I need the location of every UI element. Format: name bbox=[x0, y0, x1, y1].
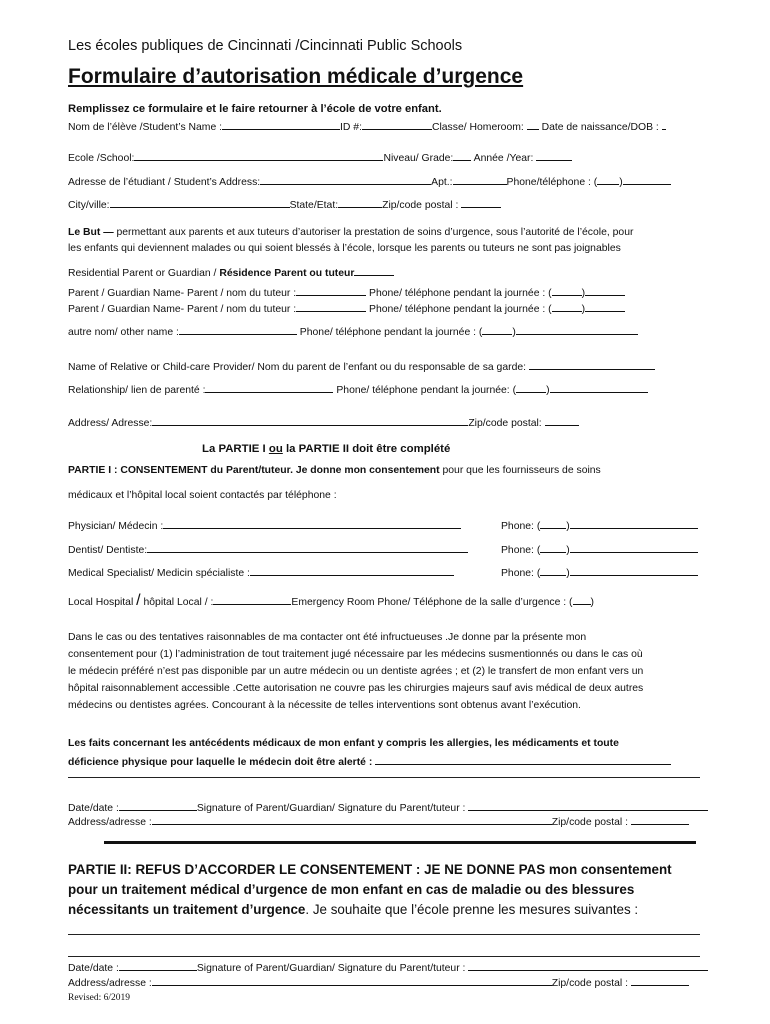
purpose-line-1 bbox=[68, 226, 633, 239]
zip-label: Zip/code postal : bbox=[551, 978, 628, 989]
consent-line-3: le médecin préféré n’est pas disponible par un autre médecin ou un dentiste agrées ; et (2) le transfert de mon enfant vers un bbox=[68, 666, 644, 677]
history-field[interactable] bbox=[375, 754, 671, 765]
classe-label: Classe/ Homeroom: bbox=[431, 122, 524, 133]
other-phone-label: Phone/ téléphone pendant la journée : bbox=[299, 327, 477, 338]
part2-line-3-bold: nécessitants un traitement d’urgence bbox=[68, 902, 306, 917]
apt-label: Apt.: bbox=[431, 177, 453, 188]
sig2-row bbox=[68, 960, 708, 975]
sig1-address-field[interactable] bbox=[152, 814, 552, 825]
school-field[interactable] bbox=[134, 150, 383, 161]
part1-heading-rest: pour que les fournisseurs de soins bbox=[439, 465, 601, 476]
sig1-signature-field[interactable] bbox=[468, 800, 708, 811]
hospital-slash: / bbox=[136, 592, 141, 609]
zip-field[interactable] bbox=[461, 197, 501, 208]
student-name-label: Nom de l’élève /Student’s Name : bbox=[68, 122, 223, 133]
dentist-phone-field[interactable] bbox=[570, 542, 698, 553]
consent-line-4: hôpital raisonnablement accessible .Cette autorisation ne couvre pas les chirurgies majeurs sauf avis médical de deux autres bbox=[68, 683, 644, 694]
relative-label: Name of Relative or Child-care Provider/ Nom du parent de l’enfant ou du responsable de sa garde: bbox=[68, 362, 527, 373]
dob-label: Date de naissance/DOB : bbox=[541, 122, 659, 133]
parent-label-2: Parent / Guardian Name- Parent / nom du tuteur : bbox=[68, 304, 297, 315]
paren-close: ) bbox=[546, 385, 550, 396]
date-label: Date/date : bbox=[68, 963, 119, 974]
school-row bbox=[68, 150, 572, 165]
part-choice-heading bbox=[202, 443, 450, 456]
relative-zip-field[interactable] bbox=[545, 415, 579, 426]
homeroom-field[interactable] bbox=[527, 119, 539, 130]
city-row bbox=[68, 197, 501, 212]
paren-open: ( bbox=[478, 327, 483, 338]
paren-close: ) bbox=[566, 521, 570, 532]
er-phone-label: Emergency Room Phone/ Téléphone de la salle d’urgence : bbox=[291, 597, 567, 608]
sig2-address-row bbox=[68, 975, 689, 990]
specialist-phone-field[interactable] bbox=[570, 565, 698, 576]
sig2-zip-field[interactable] bbox=[631, 975, 689, 986]
dentist-row bbox=[68, 542, 468, 557]
paren-open: ( bbox=[548, 304, 552, 315]
part2-action-line-1[interactable] bbox=[68, 934, 700, 935]
part2-line-3 bbox=[68, 900, 638, 919]
address-field[interactable] bbox=[260, 174, 431, 185]
residential-label: Residential Parent or Guardian / bbox=[68, 268, 220, 279]
relationship-field[interactable] bbox=[205, 382, 333, 393]
parent-row-2 bbox=[68, 301, 625, 316]
parent-phone-field-1[interactable] bbox=[585, 285, 625, 296]
physician-field[interactable] bbox=[163, 518, 461, 529]
paren-close: ) bbox=[566, 545, 570, 556]
relative-row bbox=[68, 359, 655, 374]
parent-phone-label-2: Phone/ téléphone pendant la journée : bbox=[369, 304, 546, 315]
other-name-label: autre nom/ other name : bbox=[68, 327, 179, 338]
revised-date: Revised: 6/2019 bbox=[68, 993, 131, 1003]
history-label: déficience physique pour laquelle le médecin doit être alerté : bbox=[68, 757, 373, 768]
residential-field[interactable] bbox=[354, 265, 394, 276]
part-choice-b: la PARTIE II doit être complété bbox=[282, 443, 451, 455]
sig1-row bbox=[68, 800, 708, 815]
relative-field[interactable] bbox=[529, 359, 655, 370]
part1-heading-line2: médicaux et l’hôpital local soient contactés par téléphone : bbox=[68, 490, 337, 501]
residential-label-fr: Résidence Parent ou tuteur bbox=[219, 268, 355, 279]
paren-open: ( bbox=[536, 568, 541, 579]
relationship-row bbox=[68, 382, 648, 397]
other-phone-field[interactable] bbox=[516, 324, 638, 335]
phone-label: Phone: bbox=[501, 521, 534, 532]
phone-label: Phone: bbox=[501, 568, 534, 579]
purpose-lead: Le But — bbox=[68, 227, 114, 238]
phone-field[interactable] bbox=[623, 174, 671, 185]
other-name-row bbox=[68, 324, 638, 339]
city-field[interactable] bbox=[110, 197, 290, 208]
sig2-date-field[interactable] bbox=[119, 960, 197, 971]
er-phone-area[interactable] bbox=[573, 594, 591, 605]
parent-phone-label-1: Phone/ téléphone pendant la journée : bbox=[369, 288, 546, 299]
hospital-label: Local Hospital bbox=[68, 597, 137, 608]
physician-phone-field[interactable] bbox=[570, 518, 698, 529]
state-field[interactable] bbox=[338, 197, 382, 208]
specialist-label: Medical Specialist/ Medicin spécialiste : bbox=[68, 568, 250, 579]
parent-phone-field-2[interactable] bbox=[585, 301, 625, 312]
id-field[interactable] bbox=[362, 119, 432, 130]
relative-address-label: Address/ Adresse: bbox=[68, 418, 153, 429]
date-label: Date/date : bbox=[68, 803, 119, 814]
phone-label: Phone/téléphone : bbox=[506, 177, 591, 188]
hospital-field[interactable] bbox=[213, 594, 291, 605]
dob-field[interactable] bbox=[662, 119, 666, 130]
dentist-phone bbox=[501, 542, 698, 557]
grade-field[interactable] bbox=[453, 150, 471, 161]
student-name-row bbox=[68, 119, 666, 134]
paren-open: ( bbox=[512, 385, 517, 396]
paren-open: ( bbox=[593, 177, 598, 188]
hospital-label-fr: hôpital Local / : bbox=[140, 597, 214, 608]
paren-open: ( bbox=[548, 288, 552, 299]
purpose-line-2: les enfants qui deviennent malades ou qui soient blessés à l’école, lorsque les parents ou tuteurs ne sont pas joignables bbox=[68, 243, 621, 254]
history-line-1: Les faits concernant les antécédents médicaux de mon enfant y compris les allergies, les médicaments et toute bbox=[68, 738, 619, 749]
sig2-signature-field[interactable] bbox=[468, 960, 708, 971]
parent-row-1 bbox=[68, 285, 625, 300]
section-divider bbox=[104, 841, 696, 844]
zip-label: Zip/code postal : bbox=[382, 200, 459, 211]
paren-close: ) bbox=[512, 327, 516, 338]
phone-area-field[interactable] bbox=[597, 174, 619, 185]
parent-name-field-2[interactable] bbox=[296, 301, 366, 312]
parent-label-1: Parent / Guardian Name- Parent / nom du tuteur : bbox=[68, 288, 297, 299]
hospital-row bbox=[68, 593, 594, 611]
physician-phone bbox=[501, 518, 698, 533]
physician-phone-area[interactable] bbox=[540, 518, 566, 529]
paren-close: ) bbox=[581, 288, 586, 299]
sig1-date-field[interactable] bbox=[119, 800, 197, 811]
relationship-phone-area[interactable] bbox=[516, 382, 546, 393]
id-label: ID #: bbox=[340, 122, 362, 133]
apt-field[interactable] bbox=[453, 174, 507, 185]
paren-close: ) bbox=[619, 177, 623, 188]
relative-address-field[interactable] bbox=[152, 415, 468, 426]
paren-close: ) bbox=[590, 597, 594, 608]
part2-line-3-rest: . Je souhaite que l’école prenne les mesures suivantes : bbox=[305, 902, 639, 917]
parent-phone-area-1[interactable] bbox=[552, 285, 582, 296]
school-label: Ecole /School: bbox=[68, 153, 135, 164]
part-choice-a: La PARTIE I bbox=[202, 443, 269, 455]
specialist-phone bbox=[501, 565, 698, 580]
sig1-address-row bbox=[68, 814, 689, 829]
city-label: City/ville: bbox=[68, 200, 110, 211]
part2-action-line-2[interactable] bbox=[68, 956, 700, 957]
relationship-label: Relationship/ lien de parenté : bbox=[68, 385, 206, 396]
signature-label: Signature of Parent/Guardian/ Signature du Parent/tuteur : bbox=[196, 803, 466, 814]
part2-line-1: PARTIE II: REFUS D’ACCORDER LE CONSENTEMENT : JE NE DONNE PAS mon consentement bbox=[68, 862, 672, 877]
consent-line-1: Dans le cas ou des tentatives raisonnables de ma contacter ont été infructueuses .Je donne par la présente mon bbox=[68, 632, 587, 643]
paren-open: ( bbox=[536, 521, 541, 532]
other-phone-area[interactable] bbox=[482, 324, 512, 335]
phone-label: Phone: bbox=[501, 545, 534, 556]
dentist-field[interactable] bbox=[147, 542, 468, 553]
specialist-row bbox=[68, 565, 454, 580]
relationship-phone-label: Phone/ téléphone pendant la journée: bbox=[336, 385, 510, 396]
part-choice-ou: ou bbox=[268, 443, 283, 455]
student-name-field[interactable] bbox=[222, 119, 340, 130]
instruction-text: Remplissez ce formulaire et le faire retourner à l’école de votre enfant. bbox=[68, 103, 442, 115]
relative-address-row bbox=[68, 415, 579, 430]
purpose-text-1: permettant aux parents et aux tuteurs d’autoriser la prestation de soins d’urgence, sous l’autorité de l’école, pour bbox=[113, 227, 634, 238]
physician-row bbox=[68, 518, 461, 533]
part1-heading-bold: PARTIE I : CONSENTEMENT du Parent/tuteur. Je donne mon consentement bbox=[68, 465, 440, 476]
physician-label: Physician/ Médecin : bbox=[68, 521, 164, 532]
state-label: State/Etat: bbox=[289, 200, 339, 211]
signature-label: Signature of Parent/Guardian/ Signature du Parent/tuteur : bbox=[196, 963, 466, 974]
form-title: Formulaire d’autorisation médicale d’urgence bbox=[68, 65, 524, 88]
sig2-address-field[interactable] bbox=[152, 975, 552, 986]
history-line-2 bbox=[68, 754, 671, 769]
parent-name-field-1[interactable] bbox=[296, 285, 366, 296]
specialist-field[interactable] bbox=[250, 565, 454, 576]
part2-line-2: pour un traitement médical d’urgence de mon enfant en cas de maladie ou des blessures bbox=[68, 882, 635, 897]
district-header: Les écoles publiques de Cincinnati /Cincinnati Public Schools bbox=[68, 38, 463, 54]
residential-row bbox=[68, 265, 394, 280]
other-name-field[interactable] bbox=[179, 324, 297, 335]
paren-open: ( bbox=[536, 545, 541, 556]
address-row bbox=[68, 174, 671, 189]
history-extra-line[interactable] bbox=[68, 777, 700, 778]
relationship-phone-field[interactable] bbox=[550, 382, 648, 393]
paren-close: ) bbox=[566, 568, 570, 579]
address-label: Address/adresse : bbox=[68, 978, 152, 989]
paren-close: ) bbox=[581, 304, 586, 315]
sig1-zip-field[interactable] bbox=[631, 814, 689, 825]
part1-heading bbox=[68, 464, 601, 477]
address-label: Adresse de l’étudiant / Student’s Address: bbox=[68, 177, 261, 188]
dentist-label: Dentist/ Dentiste: bbox=[68, 545, 148, 556]
dentist-phone-area[interactable] bbox=[540, 542, 566, 553]
consent-line-2: consentement pour (1) l’administration de tout traitement jugé nécessaire par les médecins susmentionnés ou dans le cas où bbox=[68, 649, 643, 660]
zip-label: Zip/code postal : bbox=[551, 817, 628, 828]
grade-label: Niveau/ Grade: bbox=[383, 153, 454, 164]
address-label: Address/adresse : bbox=[68, 817, 152, 828]
specialist-phone-area[interactable] bbox=[540, 565, 566, 576]
relative-zip-label: Zip/code postal: bbox=[468, 418, 542, 429]
year-label: Année /Year: bbox=[473, 153, 534, 164]
consent-line-5: médecins ou dentistes agrées. Concourant à la nécessite de telles interventions sont obtenus avant l’exécution. bbox=[68, 700, 581, 711]
year-field[interactable] bbox=[536, 150, 572, 161]
parent-phone-area-2[interactable] bbox=[552, 301, 582, 312]
paren-open: ( bbox=[569, 597, 573, 608]
